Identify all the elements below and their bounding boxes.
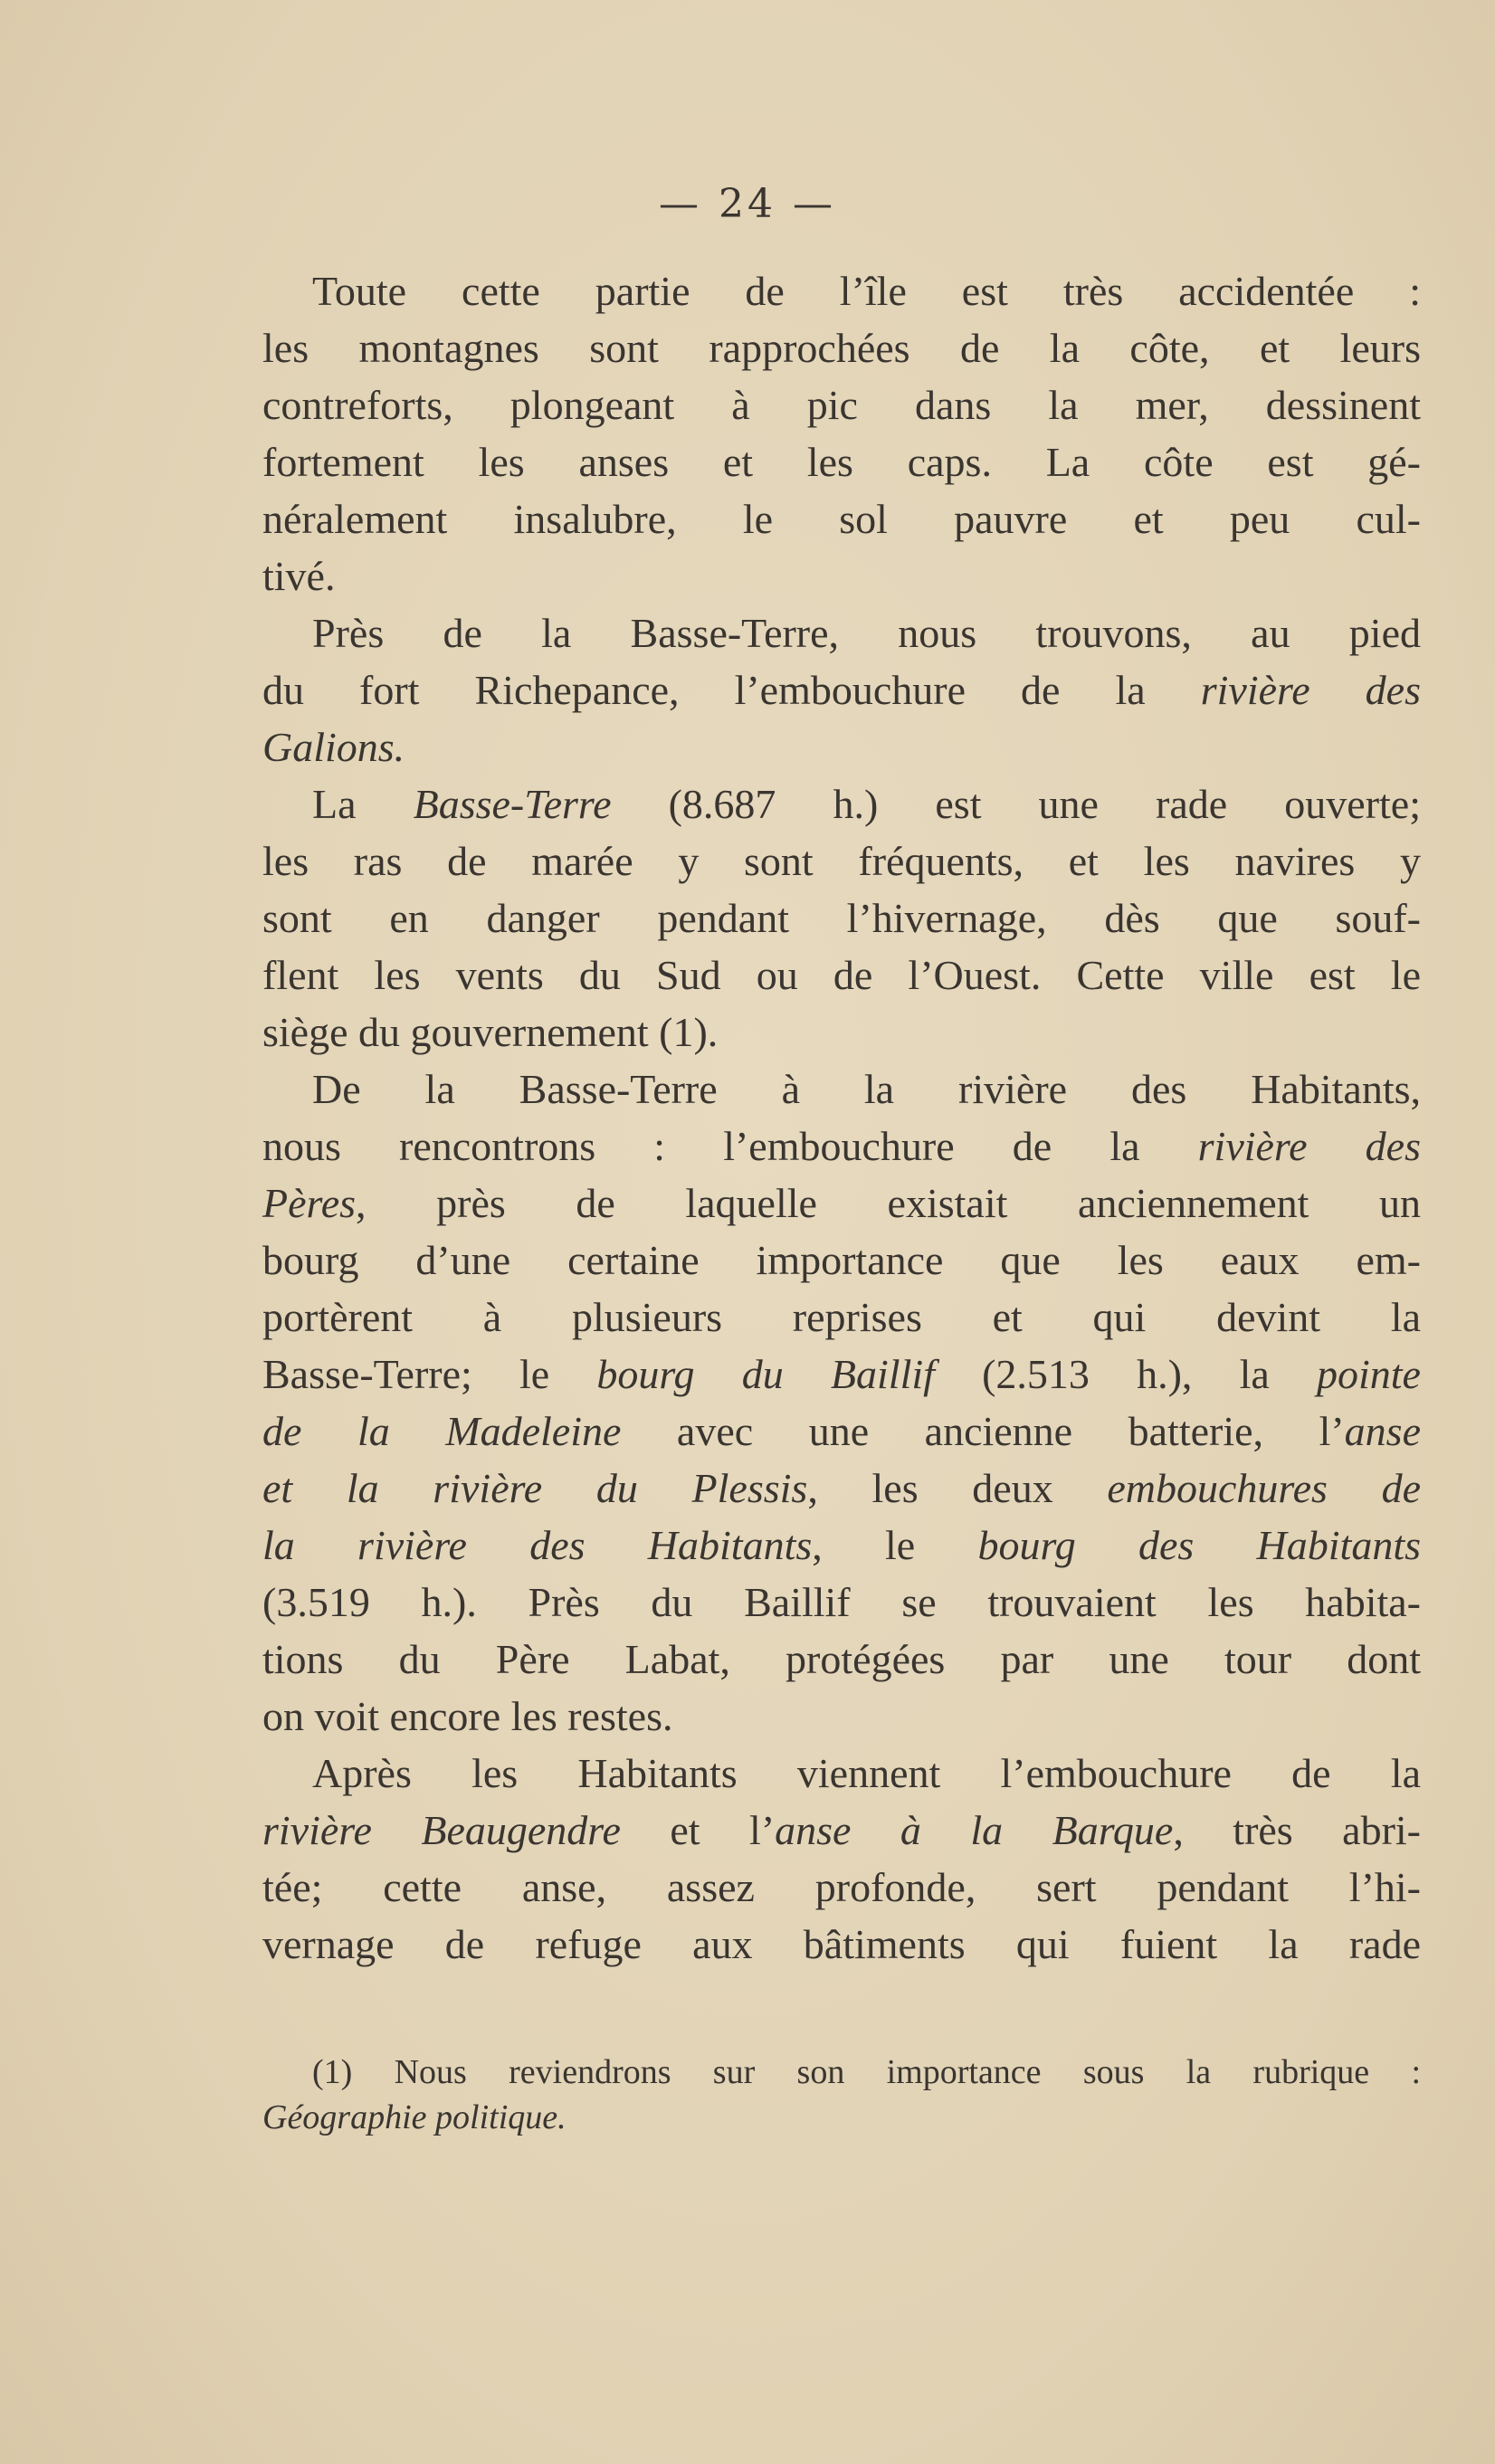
text-run: Basse-Terre; le — [262, 1351, 597, 1397]
text-line — [262, 1403, 1421, 1460]
italic-text: et la rivière du Plessis — [262, 1465, 808, 1511]
footnote-line — [262, 2095, 1421, 2140]
text-line — [262, 376, 1421, 433]
text-run: vernage de refuge aux bâtiments qui fuient la rade — [262, 1921, 1421, 1967]
text-line — [262, 490, 1421, 547]
text-run: (3.519 h.). Près du Baillif se trouvaient les habita- — [262, 1579, 1421, 1625]
text-line — [262, 718, 1421, 775]
text-line — [262, 1517, 1421, 1574]
text-run: portèrent à plusieurs reprises et qui devint la — [262, 1294, 1421, 1340]
text-run: contreforts, plongeant à pic dans la mer, dessinent — [262, 382, 1421, 428]
text-run: La — [312, 781, 414, 827]
italic-text: anse à la Barque — [775, 1807, 1174, 1853]
text-line — [262, 604, 1421, 661]
text-line — [262, 1802, 1421, 1859]
italic-text: embouchures de — [1107, 1465, 1422, 1511]
text-run: les montagnes sont rapprochées de la côte, et leurs — [262, 325, 1421, 371]
italic-text: Basse-Terre — [413, 781, 612, 827]
italic-text: la rivière des Habitants — [262, 1522, 813, 1568]
italic-text: Pères — [262, 1180, 357, 1226]
text-run: Toute cette partie de l’île est très accidentée : — [312, 268, 1421, 314]
text-line — [262, 1175, 1421, 1232]
italic-text: rivière des — [1200, 667, 1421, 713]
italic-text: anse — [1344, 1408, 1421, 1454]
italic-text: Géographie politique. — [262, 2098, 567, 2136]
italic-text: de la Madeleine — [262, 1408, 622, 1454]
italic-text: Galions. — [262, 724, 405, 770]
text-line — [262, 547, 1421, 604]
text-line — [262, 1745, 1421, 1802]
text-run: flent les vents du Sud ou de l’Ouest. Cette ville est le — [262, 952, 1421, 998]
text-run: (2.513 h.), la — [934, 1351, 1317, 1397]
text-line — [262, 661, 1421, 718]
text-line — [262, 947, 1421, 1004]
page-number: — 24 — — [659, 181, 836, 227]
text-run: (8.687 h.) est une rade ouverte; — [611, 781, 1421, 827]
footnote-line — [262, 2050, 1421, 2095]
text-run: bourg d’une certaine importance que les eaux em- — [262, 1237, 1421, 1283]
text-run: tée; cette anse, assez profonde, sert pendant l’hi- — [262, 1864, 1421, 1910]
text-run: Après les Habitants viennent l’embouchure de la — [312, 1750, 1421, 1796]
text-run: , les deux — [807, 1465, 1108, 1511]
footnote — [262, 2050, 1421, 2140]
text-run: avec une ancienne batterie, l’ — [621, 1408, 1345, 1454]
text-line — [262, 775, 1421, 832]
text-run: , très abri- — [1173, 1807, 1421, 1853]
text-run: nous rencontrons : l’embouchure de la — [262, 1123, 1198, 1169]
text-line — [262, 1460, 1421, 1517]
text-run: (1) Nous reviendrons sur son importance sous la rubrique : — [312, 2053, 1421, 2091]
text-line — [262, 1118, 1421, 1175]
italic-text: rivière des — [1197, 1123, 1421, 1169]
text-line — [262, 1061, 1421, 1118]
text-line — [262, 1346, 1421, 1403]
italic-text: pointe — [1317, 1351, 1421, 1397]
text-line — [262, 1631, 1421, 1688]
text-line — [262, 1688, 1421, 1745]
text-run: fortement les anses et les caps. La côte est gé- — [262, 439, 1421, 485]
text-run: , près de laquelle existait anciennement un — [356, 1180, 1421, 1226]
text-run: sont en danger pendant l’hivernage, dès que souf- — [262, 895, 1421, 941]
text-run: , le — [812, 1522, 978, 1568]
text-line — [262, 1916, 1421, 1973]
text-run: les ras de marée y sont fréquents, et les navires y — [262, 838, 1421, 884]
text-run: du fort Richepance, l’embouchure de la — [262, 667, 1201, 713]
text-line — [262, 1232, 1421, 1289]
text-line — [262, 1289, 1421, 1346]
text-run: De la Basse-Terre à la rivière des Habitants, — [312, 1066, 1421, 1112]
italic-text: rivière Beaugendre — [262, 1807, 621, 1853]
text-run: tions du Père Labat, protégées par une tour dont — [262, 1636, 1421, 1682]
italic-text: bourg des Habitants — [977, 1522, 1422, 1568]
text-run: tivé. — [262, 553, 336, 599]
text-line — [262, 262, 1421, 319]
text-line — [262, 1004, 1421, 1061]
text-line — [262, 1574, 1421, 1631]
text-run: et l’ — [620, 1807, 776, 1853]
text-line — [262, 1859, 1421, 1916]
text-run: siège du gouvernement (1). — [262, 1009, 719, 1055]
italic-text: bourg du Baillif — [596, 1351, 935, 1397]
text-run: Près de la Basse-Terre, nous trouvons, au pied — [312, 610, 1421, 656]
text-line — [262, 433, 1421, 490]
text-run: on voit encore les restes. — [262, 1693, 673, 1739]
body-text — [262, 262, 1421, 1973]
text-line — [262, 890, 1421, 947]
text-line — [262, 832, 1421, 890]
text-line — [262, 319, 1421, 376]
text-run: néralement insalubre, le sol pauvre et peu cul- — [262, 496, 1421, 542]
